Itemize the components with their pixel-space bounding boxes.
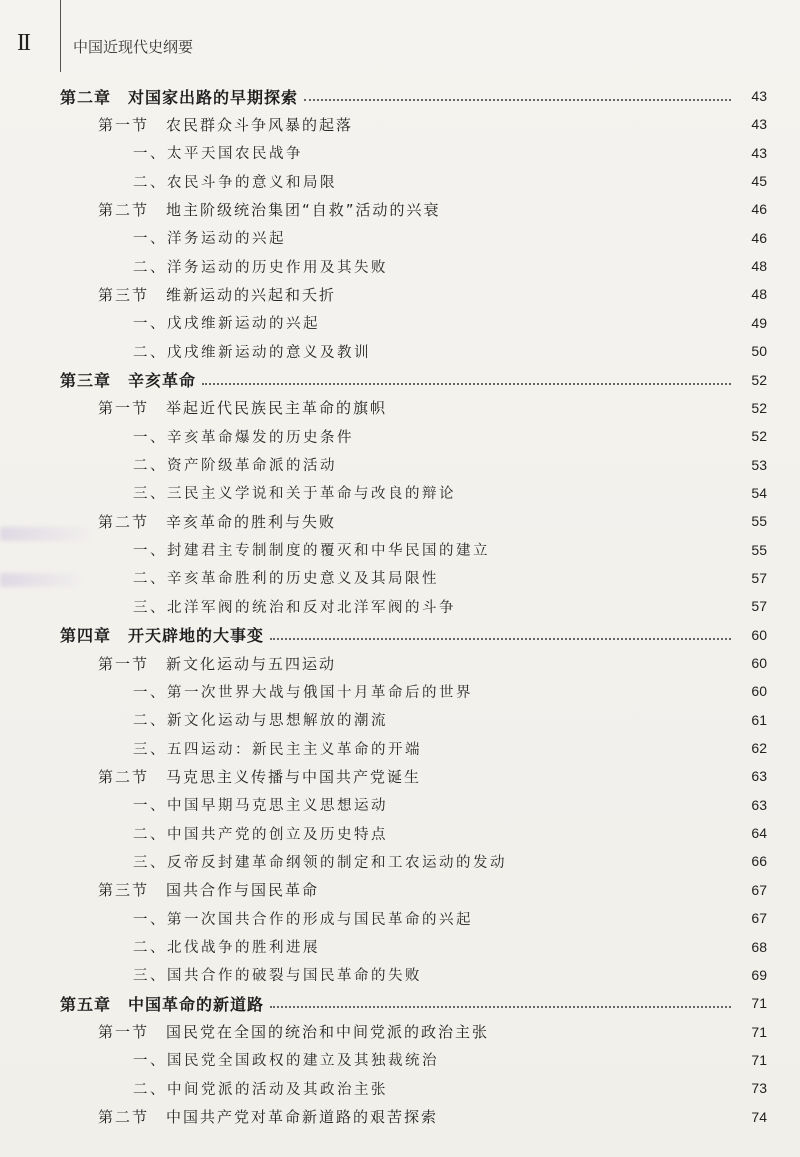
toc-entry-title: 三、国共合作的破裂与国民革命的失败 xyxy=(133,968,422,985)
toc-entry-title: 一、戊戌维新运动的兴起 xyxy=(133,316,320,333)
toc-entry-title: 二、洋务运动的历史作用及其失败 xyxy=(133,259,388,276)
toc-entry-title: 第一节 新文化运动与五四运动 xyxy=(98,654,337,673)
toc-entry-title: 第五章 中国革命的新道路 xyxy=(60,994,265,1014)
toc-entry-section[interactable] xyxy=(0,1103,800,1131)
toc-page-number: 46 xyxy=(751,229,767,246)
toc-page-number: 64 xyxy=(751,825,767,842)
toc-entry-item[interactable] xyxy=(0,309,800,337)
toc-entry-chapter[interactable] xyxy=(0,621,800,649)
toc-entry-title: 二、农民斗争的意义和局限 xyxy=(133,174,337,191)
toc-page-number: 71 xyxy=(751,1051,767,1068)
toc-entry-item[interactable] xyxy=(0,791,800,819)
toc-entry-title: 二、辛亥革命胜利的历史意义及其局限性 xyxy=(133,571,439,588)
toc-entry-title: 一、洋务运动的兴起 xyxy=(133,231,286,248)
toc-page-number: 61 xyxy=(751,711,767,728)
toc-entry-title: 一、太平天国农民战争 xyxy=(133,146,303,163)
toc-entry-title: 第三章 辛亥革命 xyxy=(60,371,197,390)
toc-page-number: 43 xyxy=(751,116,767,133)
toc-entry-section[interactable] xyxy=(0,195,800,223)
toc-entry-section[interactable] xyxy=(0,876,800,904)
toc-entry-title: 二、中间党派的活动及其政治主张 xyxy=(133,1081,388,1098)
toc-entry-section[interactable] xyxy=(0,762,800,790)
toc-page-number: 54 xyxy=(751,484,767,501)
toc-entry-item[interactable] xyxy=(0,1074,800,1102)
toc-entry-title: 第一节 农民群众斗争风暴的起落 xyxy=(98,115,354,134)
toc-page-number: 43 xyxy=(751,144,767,161)
dot-leader xyxy=(270,638,731,640)
toc-entry-title: 三、五四运动：新民主主义革命的开端 xyxy=(133,741,422,758)
toc-entry-item[interactable] xyxy=(0,536,800,564)
toc-entry-item[interactable] xyxy=(0,167,800,195)
toc-page-number: 73 xyxy=(751,1080,767,1097)
toc-entry-item[interactable] xyxy=(0,224,800,252)
toc-page-number: 67 xyxy=(751,910,767,927)
toc-page-number: 60 xyxy=(751,683,767,700)
toc-entry-title: 一、第一次国共合作的形成与国民革命的兴起 xyxy=(133,911,473,928)
toc-entry-title: 第二节 地主阶级统治集团“自救”活动的兴衰 xyxy=(98,200,441,219)
toc-entry-item[interactable] xyxy=(0,451,800,479)
dot-leader xyxy=(304,99,731,101)
toc-entry-item[interactable] xyxy=(0,337,800,365)
toc-page-number: 66 xyxy=(751,853,767,870)
toc-entry-item[interactable] xyxy=(0,479,800,507)
toc-page-number: 50 xyxy=(751,343,767,360)
toc-page-number: 52 xyxy=(751,428,767,445)
toc-page-number: 67 xyxy=(751,881,767,898)
toc-entry-title: 一、封建君主专制制度的覆灭和中华民国的建立 xyxy=(133,543,490,560)
toc-entry-chapter[interactable] xyxy=(0,989,800,1017)
toc-entry-item[interactable] xyxy=(0,592,800,620)
toc-entry-title: 三、三民主义学说和关于革命与改良的辩论 xyxy=(133,486,456,503)
running-title: 中国近现代史纲要 xyxy=(73,38,194,56)
toc-entry-item[interactable] xyxy=(0,564,800,592)
toc-entry-title: 第三节 国共合作与国民革命 xyxy=(98,881,320,900)
toc-entry-title: 第二节 马克思主义传播与中国共产党诞生 xyxy=(98,767,422,786)
toc-entry-title: 第一节 举起近代民族民主革命的旗帜 xyxy=(98,399,388,418)
toc-page-number: 57 xyxy=(751,598,767,615)
toc-entry-item[interactable] xyxy=(0,422,800,450)
toc-entry-title: 二、北伐战争的胜利进展 xyxy=(133,940,320,956)
toc-entry-title: 一、辛亥革命爆发的历史条件 xyxy=(133,429,354,446)
toc-entry-title: 第二章 对国家出路的早期探索 xyxy=(60,87,299,107)
toc-page-number: 69 xyxy=(751,966,767,983)
toc-entry-chapter[interactable] xyxy=(0,82,800,110)
toc-entry-section[interactable] xyxy=(0,394,800,422)
toc-page-number: 57 xyxy=(751,569,767,586)
toc-entry-item[interactable] xyxy=(0,677,800,705)
toc-entry-title: 第三节 维新运动的兴起和夭折 xyxy=(98,285,337,304)
toc-entry-item[interactable] xyxy=(0,847,800,875)
toc-entry-section[interactable] xyxy=(0,649,800,677)
toc-entry-title: 二、新文化运动与思想解放的潮流 xyxy=(133,713,388,730)
toc-page-number: 46 xyxy=(751,201,767,218)
dot-leader xyxy=(202,383,731,385)
toc-entry-title: 一、第一次世界大战与俄国十月革命后的世界 xyxy=(133,684,473,701)
toc-page-number: 43 xyxy=(751,88,767,104)
toc-entry-title: 第二节 辛亥革命的胜利与失败 xyxy=(98,512,337,531)
toc-page-number: 49 xyxy=(751,314,767,331)
toc-page-number: 63 xyxy=(751,796,767,813)
toc-entry-title: 一、国民党全国政权的建立及其独裁统治 xyxy=(133,1053,439,1070)
toc-entry-section[interactable] xyxy=(0,507,800,535)
toc-entry-title: 二、资产阶级革命派的活动 xyxy=(133,458,337,475)
toc-page-number: 71 xyxy=(751,995,767,1012)
toc-page-number: 55 xyxy=(751,513,767,530)
toc-page-number: 63 xyxy=(751,768,767,785)
toc-page-number: 55 xyxy=(751,541,767,558)
toc-entry-item[interactable] xyxy=(0,1046,800,1074)
toc-entry-item[interactable] xyxy=(0,933,800,961)
dot-leader xyxy=(270,1006,731,1008)
toc-entry-item[interactable] xyxy=(0,139,800,167)
toc-entry-item[interactable] xyxy=(0,904,800,932)
toc-entry-title: 三、反帝反封建革命纲领的制定和工农运动的发动 xyxy=(133,854,507,871)
toc-page-number: 48 xyxy=(751,258,767,275)
toc-entry-item[interactable] xyxy=(0,706,800,734)
toc-page-number: 60 xyxy=(751,626,767,643)
toc-entry-title: 第二节 中国共产党对革命新道路的艰苦探索 xyxy=(98,1108,439,1127)
toc-entry-item[interactable] xyxy=(0,734,800,762)
toc-entry-title: 一、中国早期马克思主义思想运动 xyxy=(133,798,388,815)
toc-page-number: 71 xyxy=(751,1023,767,1040)
toc-entry-chapter[interactable] xyxy=(0,366,800,394)
toc-page-number: 45 xyxy=(751,173,767,190)
toc-entry-item[interactable] xyxy=(0,961,800,989)
toc-page-number: 53 xyxy=(751,456,767,473)
toc-entry-item[interactable] xyxy=(0,819,800,847)
toc-page-number: 48 xyxy=(751,286,767,303)
toc-entry-item[interactable] xyxy=(0,252,800,280)
toc-entry-title: 三、北洋军阀的统治和反对北洋军阀的斗争 xyxy=(133,599,456,616)
page-number: II xyxy=(17,30,29,56)
toc-entry-section[interactable] xyxy=(0,110,800,138)
toc-page-number: 74 xyxy=(751,1108,767,1125)
header-divider xyxy=(60,0,61,72)
toc-page-number: 68 xyxy=(751,938,767,955)
toc-entry-section[interactable] xyxy=(0,1018,800,1046)
toc-page-number: 62 xyxy=(751,740,767,757)
toc-entry-title: 二、戊戌维新运动的意义及教训 xyxy=(133,344,371,361)
toc-page-number: 52 xyxy=(751,371,767,388)
toc-entry-title: 二、中国共产党的创立及历史特点 xyxy=(133,826,388,843)
toc-page-number: 60 xyxy=(751,655,767,671)
page-header xyxy=(0,0,800,70)
toc-entry-title: 第四章 开天辟地的大事变 xyxy=(60,626,265,646)
toc-entry-title: 第一节 国民党在全国的统治和中间党派的政治主张 xyxy=(98,1023,490,1042)
toc-page-number: 52 xyxy=(751,399,767,416)
toc-entry-section[interactable] xyxy=(0,280,800,308)
